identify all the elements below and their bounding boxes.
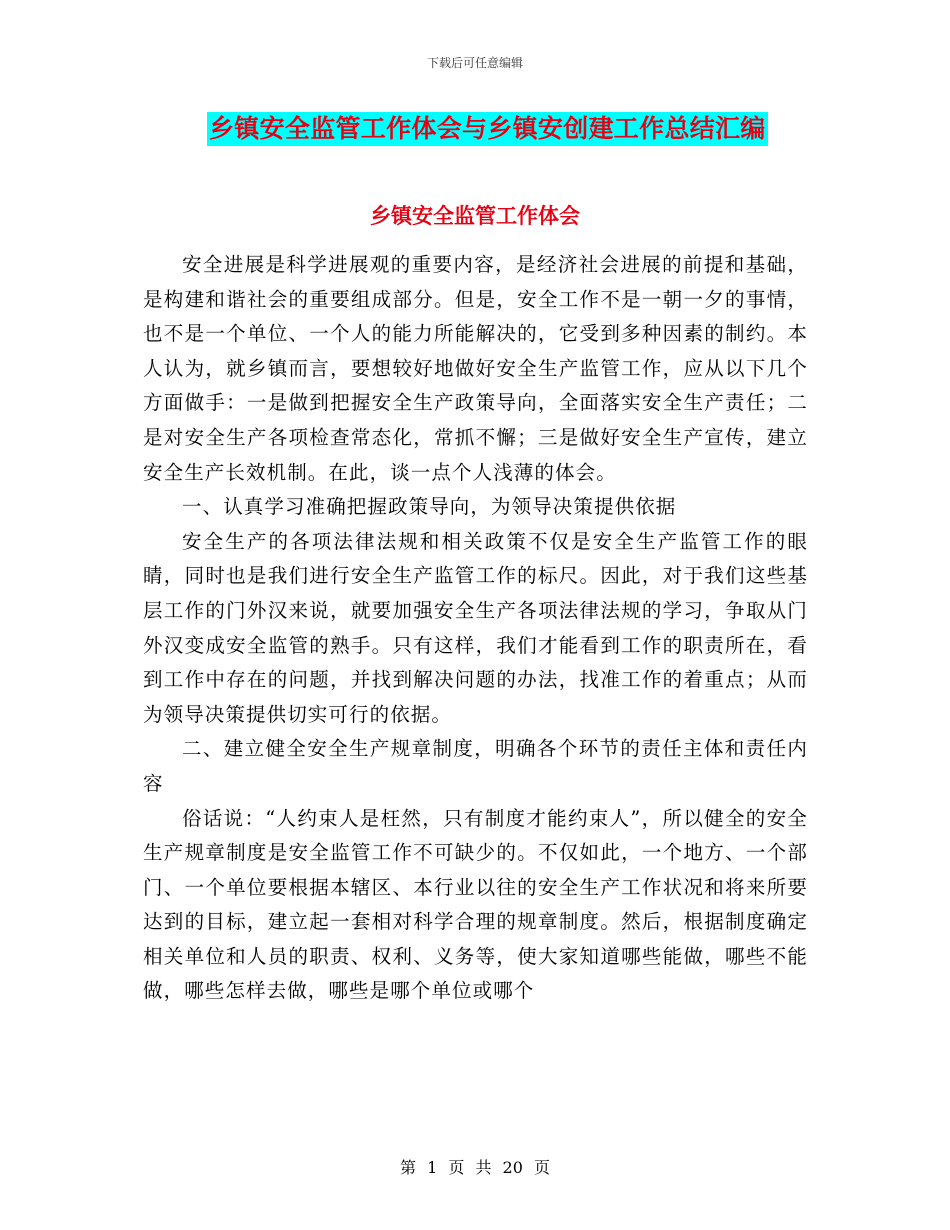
paragraph-policy: 安全生产的各项法律法规和相关政策不仅是安全生产监管工作的眼睛，同时也是我们进行安全生产监管工作的标尺。因此，对于我们这些基层工作的门外汉来说，就要加强安全生产各项法律法规的学习，争取从门外汉变成安全监管的熟手。只有这样，我们才能看到工作的职责所在，看到工作中存在的问题，并找到解决问题的办法，找准工作的着重点；从而为领导决策提供切实可行的依据。 bbox=[143, 529, 808, 726]
header-note: 下载后可任意编辑 bbox=[426, 56, 523, 70]
body-text bbox=[143, 248, 808, 1009]
paragraph-intro: 安全进展是科学进展观的重要内容，是经济社会进展的前提和基础，是构建和谐社会的重要组成部分。但是，安全工作不是一朝一夕的事情，也不是一个单位、一个人的能力所能解决的，它受到多种因素的制约。本人认为，就乡镇而言，要想较好地做好安全生产监管工作，应从以下几个方面做手：一是做到把握安全生产政策导向，全面落实安全生产责任；二是对安全生产各项检查常态化，常抓不懈；三是做好安全生产宣传，建立安全生产长效机制。在此，谈一点个人浅薄的体会。 bbox=[143, 253, 808, 484]
section-title: 乡镇安全监管工作体会 bbox=[370, 204, 580, 228]
paragraph-heading-2: 二、建立健全安全生产规章制度，明确各个环节的责任主体和责任内容 bbox=[143, 737, 808, 795]
paragraph-heading-1: 一、认真学习准确把握政策导向，为领导决策提供依据 bbox=[182, 495, 677, 519]
paragraph-rules: 俗话说：“人约束人是枉然，只有制度才能约束人”，所以健全的安全生产规章制度是安全监管工作不可缺少的。不仅如此，一个地方、一个部门、一个单位要根据本辖区、本行业以往的安全生产工作状况和将来所要达到的目标，建立起一套相对科学合理的规章制度。然后，根据制度确定相关单位和人员的职责、权利、义务等，使大家知道哪些能做，哪些不能做，哪些怎样去做，哪些是哪个单位或哪个 bbox=[143, 806, 808, 1003]
document-title: 乡镇安全监管工作体会与乡镇安创建工作总结汇编 bbox=[207, 112, 768, 146]
page-footer: 第 1 页 共 20 页 bbox=[400, 1158, 550, 1177]
